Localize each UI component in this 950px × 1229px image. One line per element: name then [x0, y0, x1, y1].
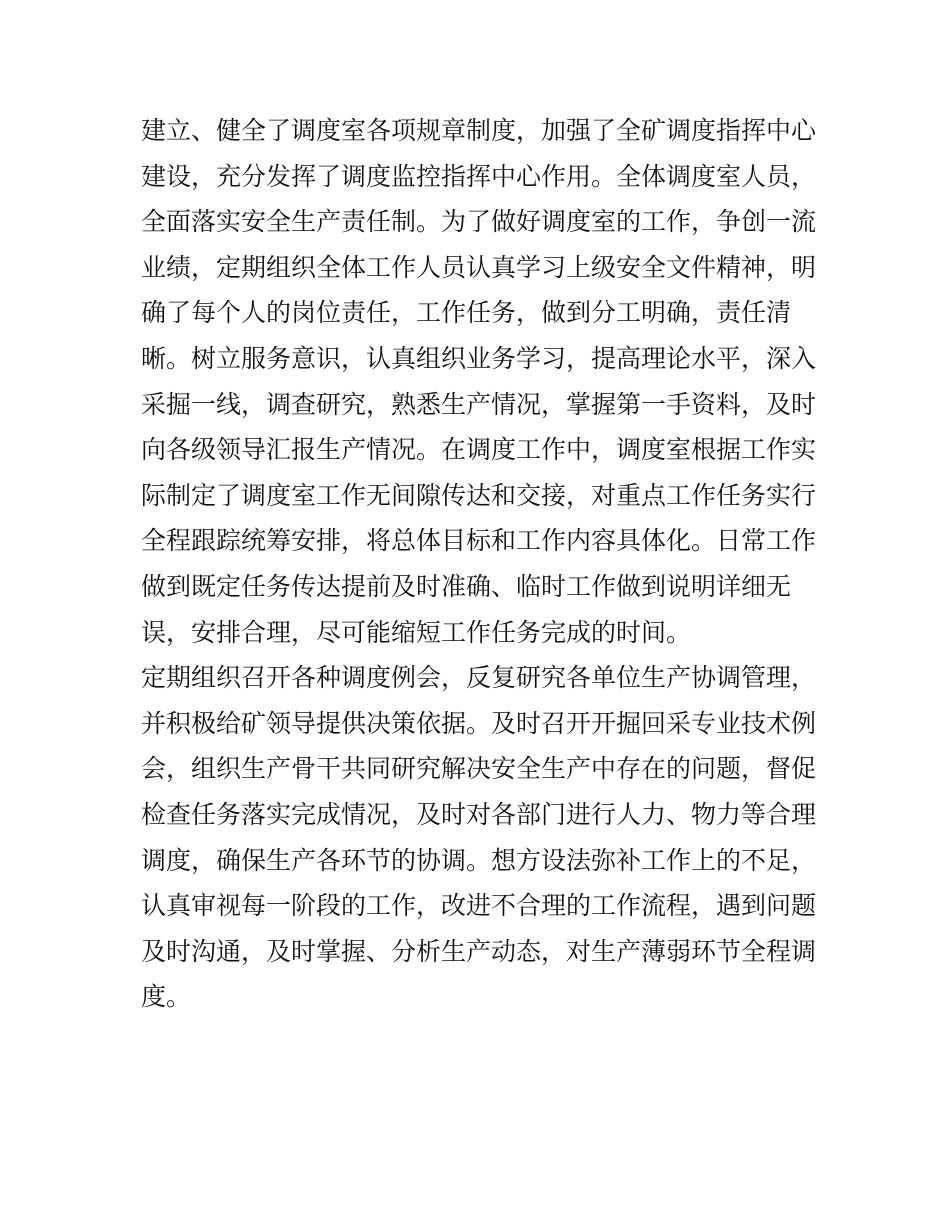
text-line: 采掘一线，调查研究，熟悉生产情况，掌握第一手资料，及时 — [141, 389, 817, 419]
text-line: 全面落实安全生产责任制。为了做好调度室的工作，争创一流 — [141, 207, 817, 237]
text-line: 际制定了调度室工作无间隙传达和交接，对重点工作任务实行 — [141, 480, 817, 510]
text-line: 建立、健全了调度室各项规章制度，加强了全矿调度指挥中心 — [141, 116, 817, 145]
text-line: 确了每个人的岗位责任，工作任务，做到分工明确，责任清 — [141, 298, 792, 328]
text-line: 并积极给矿领导提供决策依据。及时召开开掘回采专业技术例 — [141, 708, 817, 738]
text-line: 调度，确保生产各环节的协调。想方设法弥补工作上的不足， — [141, 845, 817, 875]
text-line: 检查任务落实完成情况，及时对各部门进行人力、物力等合理 — [141, 799, 817, 829]
text-line: 认真审视每一阶段的工作，改进不合理的工作流程，遇到问题 — [141, 891, 817, 921]
text-line: 定期组织召开各种调度例会，反复研究各单位生产协调管理， — [141, 663, 817, 693]
text-line: 建设，充分发挥了调度监控指挥中心作用。全体调度室人员， — [141, 161, 817, 191]
text-line: 误，安排合理，尽可能缩短工作任务完成的时间。 — [141, 617, 692, 647]
body-text — [141, 108, 821, 1020]
text-line: 度。 — [141, 982, 192, 1012]
text-line: 业绩，定期组织全体工作人员认真学习上级安全文件精神，明 — [141, 252, 817, 282]
text-line: 做到既定任务传达提前及时准确、临时工作做到说明详细无 — [141, 571, 792, 601]
text-line: 向各级领导汇报生产情况。在调度工作中，调度室根据工作实 — [141, 435, 817, 465]
text-line: 及时沟通，及时掌握、分析生产动态，对生产薄弱环节全程调 — [141, 936, 817, 966]
text-line: 晰。树立服务意识，认真组织业务学习，提高理论水平，深入 — [141, 343, 817, 373]
text-line: 全程跟踪统筹安排，将总体目标和工作内容具体化。日常工作 — [141, 526, 817, 556]
text-line: 会，组织生产骨干共同研究解决安全生产中存在的问题，督促 — [141, 754, 817, 784]
